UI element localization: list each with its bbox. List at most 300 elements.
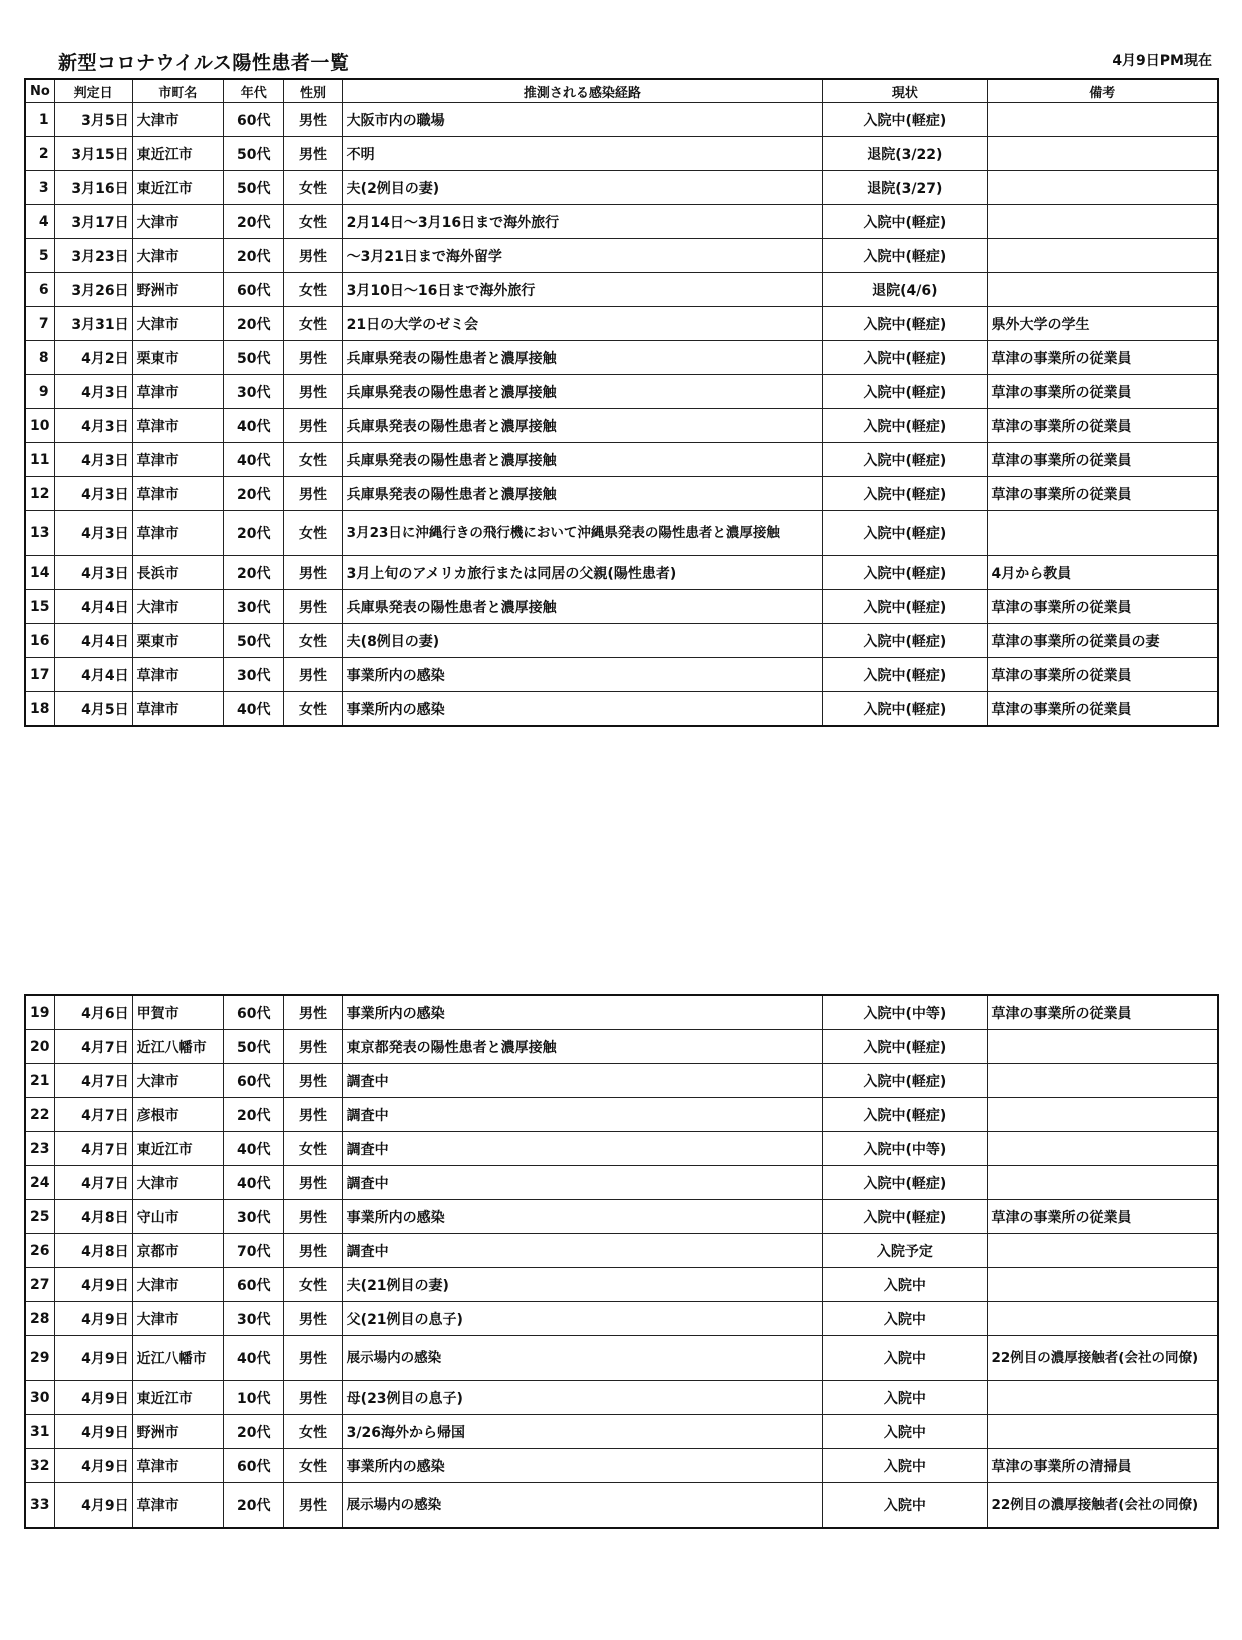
table-row <box>25 995 1218 1030</box>
cell-age: 60代 <box>224 1064 284 1098</box>
cell-status: 入院中(軽症) <box>823 1098 987 1132</box>
cell-date: 4月3日 <box>54 443 132 477</box>
cell-status: 入院中(軽症) <box>823 556 987 590</box>
cell-status: 入院予定 <box>823 1234 987 1268</box>
cell-sex: 男性 <box>284 658 342 692</box>
cell-city: 草津市 <box>132 375 224 409</box>
cell-city: 東近江市 <box>132 137 224 171</box>
cell-no: 1 <box>25 103 54 137</box>
table-row <box>25 205 1218 239</box>
cell-note: 草津の事業所の従業員 <box>987 443 1218 477</box>
cell-no: 8 <box>25 341 54 375</box>
cell-age: 30代 <box>224 1302 284 1336</box>
cell-date: 4月2日 <box>54 341 132 375</box>
cell-status: 入院中(軽症) <box>823 443 987 477</box>
cell-age: 20代 <box>224 239 284 273</box>
cell-status: 入院中(軽症) <box>823 1064 987 1098</box>
cell-city: 東近江市 <box>132 171 224 205</box>
cell-sex: 男性 <box>284 995 342 1030</box>
cell-note <box>987 239 1218 273</box>
cell-date: 4月9日 <box>54 1268 132 1302</box>
patient-table-part2 <box>24 994 1219 1529</box>
cell-city: 野洲市 <box>132 273 224 307</box>
table-row <box>25 1132 1218 1166</box>
cell-sex: 男性 <box>284 1166 342 1200</box>
cell-note: 22例目の濃厚接触者(会社の同僚) <box>987 1336 1218 1381</box>
header-city: 市町名 <box>132 79 224 103</box>
cell-sex: 男性 <box>284 1234 342 1268</box>
cell-note <box>987 1132 1218 1166</box>
cell-date: 4月7日 <box>54 1030 132 1064</box>
cell-no: 25 <box>25 1200 54 1234</box>
cell-route: 兵庫県発表の陽性患者と濃厚接触 <box>342 477 823 511</box>
cell-route: 調査中 <box>342 1098 823 1132</box>
cell-route: 調査中 <box>342 1234 823 1268</box>
cell-sex: 男性 <box>284 1336 342 1381</box>
cell-status: 入院中 <box>823 1268 987 1302</box>
cell-city: 大津市 <box>132 103 224 137</box>
cell-route: 3月23日に沖縄行きの飛行機において沖縄県発表の陽性患者と濃厚接触 <box>342 511 823 556</box>
cell-date: 4月6日 <box>54 995 132 1030</box>
as-of-date: 4月9日PM現在 <box>1112 53 1212 69</box>
cell-status: 入院中(軽症) <box>823 205 987 239</box>
cell-note: 草津の事業所の従業員 <box>987 1200 1218 1234</box>
cell-status: 入院中(軽症) <box>823 307 987 341</box>
cell-no: 7 <box>25 307 54 341</box>
cell-sex: 男性 <box>284 556 342 590</box>
cell-city: 大津市 <box>132 1302 224 1336</box>
header-status: 現状 <box>823 79 987 103</box>
cell-status: 入院中(軽症) <box>823 624 987 658</box>
cell-age: 10代 <box>224 1381 284 1415</box>
cell-sex: 男性 <box>284 341 342 375</box>
header-sex: 性別 <box>284 79 342 103</box>
cell-note: 草津の事業所の従業員 <box>987 477 1218 511</box>
cell-note: 草津の事業所の従業員 <box>987 341 1218 375</box>
table-row <box>25 1064 1218 1098</box>
cell-status: 退院(3/27) <box>823 171 987 205</box>
cell-date: 3月5日 <box>54 103 132 137</box>
cell-date: 4月5日 <box>54 692 132 727</box>
cell-no: 22 <box>25 1098 54 1132</box>
cell-sex: 男性 <box>284 103 342 137</box>
cell-sex: 男性 <box>284 477 342 511</box>
cell-age: 20代 <box>224 307 284 341</box>
cell-date: 4月3日 <box>54 477 132 511</box>
cell-sex: 女性 <box>284 1268 342 1302</box>
cell-note: 4月から教員 <box>987 556 1218 590</box>
table-row <box>25 590 1218 624</box>
cell-sex: 男性 <box>284 1200 342 1234</box>
cell-sex: 女性 <box>284 624 342 658</box>
table-header-row <box>25 79 1218 103</box>
cell-status: 入院中(軽症) <box>823 1030 987 1064</box>
cell-sex: 女性 <box>284 1415 342 1449</box>
cell-age: 40代 <box>224 1336 284 1381</box>
cell-sex: 女性 <box>284 1132 342 1166</box>
cell-city: 草津市 <box>132 511 224 556</box>
cell-sex: 男性 <box>284 1030 342 1064</box>
cell-status: 入院中(軽症) <box>823 658 987 692</box>
cell-age: 60代 <box>224 1449 284 1483</box>
cell-route: 兵庫県発表の陽性患者と濃厚接触 <box>342 443 823 477</box>
patient-table-part1 <box>24 78 1219 727</box>
cell-age: 50代 <box>224 171 284 205</box>
cell-no: 20 <box>25 1030 54 1064</box>
cell-status: 入院中(中等) <box>823 995 987 1030</box>
cell-sex: 男性 <box>284 590 342 624</box>
cell-status: 入院中(軽症) <box>823 1166 987 1200</box>
cell-sex: 男性 <box>284 1302 342 1336</box>
cell-sex: 男性 <box>284 137 342 171</box>
cell-no: 5 <box>25 239 54 273</box>
cell-no: 14 <box>25 556 54 590</box>
cell-city: 近江八幡市 <box>132 1030 224 1064</box>
cell-age: 30代 <box>224 590 284 624</box>
table-row <box>25 375 1218 409</box>
cell-note <box>987 1415 1218 1449</box>
table-row <box>25 1200 1218 1234</box>
cell-city: 大津市 <box>132 1064 224 1098</box>
table-row <box>25 1483 1218 1529</box>
cell-sex: 男性 <box>284 1483 342 1529</box>
cell-date: 4月4日 <box>54 658 132 692</box>
cell-date: 4月7日 <box>54 1064 132 1098</box>
cell-status: 入院中 <box>823 1415 987 1449</box>
table-row <box>25 1030 1218 1064</box>
table-row <box>25 1166 1218 1200</box>
cell-city: 草津市 <box>132 692 224 727</box>
cell-status: 入院中(中等) <box>823 1132 987 1166</box>
cell-city: 栗東市 <box>132 341 224 375</box>
cell-city: 東近江市 <box>132 1132 224 1166</box>
table-row <box>25 103 1218 137</box>
cell-date: 3月16日 <box>54 171 132 205</box>
table-row <box>25 273 1218 307</box>
cell-route: 夫(8例目の妻) <box>342 624 823 658</box>
cell-route: 3月10日～16日まで海外旅行 <box>342 273 823 307</box>
cell-age: 70代 <box>224 1234 284 1268</box>
cell-note <box>987 273 1218 307</box>
cell-city: 草津市 <box>132 1483 224 1529</box>
cell-note <box>987 1234 1218 1268</box>
cell-sex: 男性 <box>284 375 342 409</box>
cell-route: 事業所内の感染 <box>342 1449 823 1483</box>
cell-no: 33 <box>25 1483 54 1529</box>
cell-city: 大津市 <box>132 205 224 239</box>
cell-status: 入院中 <box>823 1483 987 1529</box>
table-row <box>25 443 1218 477</box>
table-row <box>25 171 1218 205</box>
table-row <box>25 239 1218 273</box>
cell-no: 11 <box>25 443 54 477</box>
table-row <box>25 409 1218 443</box>
cell-date: 4月9日 <box>54 1483 132 1529</box>
cell-sex: 女性 <box>284 1449 342 1483</box>
cell-date: 4月3日 <box>54 511 132 556</box>
cell-no: 3 <box>25 171 54 205</box>
table-row <box>25 511 1218 556</box>
cell-date: 3月15日 <box>54 137 132 171</box>
cell-city: 草津市 <box>132 443 224 477</box>
cell-age: 20代 <box>224 511 284 556</box>
table-row <box>25 137 1218 171</box>
cell-route: ～3月21日まで海外留学 <box>342 239 823 273</box>
cell-age: 20代 <box>224 1098 284 1132</box>
cell-date: 4月7日 <box>54 1166 132 1200</box>
cell-no: 19 <box>25 995 54 1030</box>
cell-note: 草津の事業所の清掃員 <box>987 1449 1218 1483</box>
cell-status: 入院中 <box>823 1381 987 1415</box>
cell-sex: 女性 <box>284 511 342 556</box>
cell-age: 40代 <box>224 443 284 477</box>
cell-status: 退院(4/6) <box>823 273 987 307</box>
cell-status: 入院中(軽症) <box>823 477 987 511</box>
cell-no: 30 <box>25 1381 54 1415</box>
cell-age: 20代 <box>224 556 284 590</box>
cell-sex: 女性 <box>284 692 342 727</box>
cell-date: 3月17日 <box>54 205 132 239</box>
cell-no: 18 <box>25 692 54 727</box>
cell-age: 50代 <box>224 137 284 171</box>
cell-note <box>987 1302 1218 1336</box>
cell-status: 入院中(軽症) <box>823 409 987 443</box>
cell-sex: 男性 <box>284 1098 342 1132</box>
cell-age: 60代 <box>224 273 284 307</box>
table-row <box>25 1381 1218 1415</box>
cell-age: 30代 <box>224 375 284 409</box>
cell-age: 30代 <box>224 658 284 692</box>
cell-route: 調査中 <box>342 1166 823 1200</box>
cell-note <box>987 1098 1218 1132</box>
cell-date: 4月3日 <box>54 409 132 443</box>
cell-status: 入院中(軽症) <box>823 590 987 624</box>
cell-city: 守山市 <box>132 1200 224 1234</box>
cell-date: 4月9日 <box>54 1302 132 1336</box>
table-row <box>25 1268 1218 1302</box>
cell-note <box>987 1064 1218 1098</box>
cell-city: 近江八幡市 <box>132 1336 224 1381</box>
cell-no: 16 <box>25 624 54 658</box>
cell-age: 50代 <box>224 341 284 375</box>
cell-no: 31 <box>25 1415 54 1449</box>
cell-age: 60代 <box>224 1268 284 1302</box>
cell-note: 草津の事業所の従業員 <box>987 995 1218 1030</box>
cell-age: 20代 <box>224 477 284 511</box>
table-row <box>25 1415 1218 1449</box>
cell-sex: 女性 <box>284 443 342 477</box>
cell-city: 彦根市 <box>132 1098 224 1132</box>
cell-age: 60代 <box>224 103 284 137</box>
cell-note: 草津の事業所の従業員 <box>987 692 1218 727</box>
cell-status: 入院中(軽症) <box>823 341 987 375</box>
cell-date: 4月9日 <box>54 1336 132 1381</box>
cell-city: 草津市 <box>132 1449 224 1483</box>
cell-note <box>987 171 1218 205</box>
cell-no: 27 <box>25 1268 54 1302</box>
cell-date: 4月7日 <box>54 1132 132 1166</box>
cell-age: 20代 <box>224 205 284 239</box>
table-row <box>25 624 1218 658</box>
cell-route: 展示場内の感染 <box>342 1336 823 1381</box>
cell-city: 大津市 <box>132 307 224 341</box>
cell-age: 60代 <box>224 995 284 1030</box>
cell-note <box>987 205 1218 239</box>
cell-status: 入院中(軽症) <box>823 239 987 273</box>
cell-note: 草津の事業所の従業員 <box>987 409 1218 443</box>
header-date: 判定日 <box>54 79 132 103</box>
cell-age: 40代 <box>224 409 284 443</box>
cell-sex: 女性 <box>284 171 342 205</box>
cell-route: 兵庫県発表の陽性患者と濃厚接触 <box>342 590 823 624</box>
cell-route: 事業所内の感染 <box>342 658 823 692</box>
header-route: 推測される感染経路 <box>342 79 823 103</box>
cell-sex: 男性 <box>284 1064 342 1098</box>
cell-no: 32 <box>25 1449 54 1483</box>
cell-city: 野洲市 <box>132 1415 224 1449</box>
cell-date: 4月7日 <box>54 1098 132 1132</box>
cell-note: 草津の事業所の従業員 <box>987 658 1218 692</box>
page-title: 新型コロナウイルス陽性患者一覧 <box>58 52 350 74</box>
cell-date: 4月4日 <box>54 590 132 624</box>
cell-note: 県外大学の学生 <box>987 307 1218 341</box>
cell-age: 30代 <box>224 1200 284 1234</box>
cell-no: 12 <box>25 477 54 511</box>
cell-city: 栗東市 <box>132 624 224 658</box>
cell-note <box>987 1030 1218 1064</box>
cell-sex: 男性 <box>284 409 342 443</box>
header-note: 備考 <box>987 79 1218 103</box>
table-row <box>25 307 1218 341</box>
table-row <box>25 692 1218 727</box>
cell-route: 兵庫県発表の陽性患者と濃厚接触 <box>342 409 823 443</box>
table-row <box>25 658 1218 692</box>
cell-age: 20代 <box>224 1483 284 1529</box>
cell-route: 展示場内の感染 <box>342 1483 823 1529</box>
cell-route: 調査中 <box>342 1064 823 1098</box>
cell-no: 2 <box>25 137 54 171</box>
cell-sex: 男性 <box>284 239 342 273</box>
cell-route: 兵庫県発表の陽性患者と濃厚接触 <box>342 341 823 375</box>
cell-date: 4月8日 <box>54 1200 132 1234</box>
cell-note <box>987 137 1218 171</box>
cell-city: 長浜市 <box>132 556 224 590</box>
cell-status: 入院中(軽症) <box>823 1200 987 1234</box>
header-no: No <box>25 79 54 103</box>
cell-no: 21 <box>25 1064 54 1098</box>
table-row <box>25 1336 1218 1381</box>
cell-no: 17 <box>25 658 54 692</box>
cell-no: 15 <box>25 590 54 624</box>
cell-sex: 女性 <box>284 273 342 307</box>
cell-route: 不明 <box>342 137 823 171</box>
cell-route: 2月14日～3月16日まで海外旅行 <box>342 205 823 239</box>
cell-no: 4 <box>25 205 54 239</box>
cell-status: 入院中 <box>823 1336 987 1381</box>
cell-no: 23 <box>25 1132 54 1166</box>
cell-route: 調査中 <box>342 1132 823 1166</box>
cell-no: 29 <box>25 1336 54 1381</box>
cell-route: 21日の大学のゼミ会 <box>342 307 823 341</box>
cell-route: 事業所内の感染 <box>342 995 823 1030</box>
cell-note <box>987 103 1218 137</box>
cell-city: 大津市 <box>132 1268 224 1302</box>
cell-route: 兵庫県発表の陽性患者と濃厚接触 <box>342 375 823 409</box>
table-row <box>25 556 1218 590</box>
cell-route: 事業所内の感染 <box>342 1200 823 1234</box>
cell-route: 夫(21例目の妻) <box>342 1268 823 1302</box>
cell-no: 28 <box>25 1302 54 1336</box>
cell-route: 東京都発表の陽性患者と濃厚接触 <box>342 1030 823 1064</box>
cell-status: 入院中(軽症) <box>823 692 987 727</box>
cell-age: 40代 <box>224 1166 284 1200</box>
cell-status: 入院中(軽症) <box>823 375 987 409</box>
cell-no: 10 <box>25 409 54 443</box>
cell-date: 3月23日 <box>54 239 132 273</box>
cell-age: 40代 <box>224 1132 284 1166</box>
table-row <box>25 1234 1218 1268</box>
cell-city: 草津市 <box>132 477 224 511</box>
cell-sex: 男性 <box>284 1381 342 1415</box>
cell-city: 京都市 <box>132 1234 224 1268</box>
cell-city: 大津市 <box>132 590 224 624</box>
cell-no: 13 <box>25 511 54 556</box>
cell-date: 4月8日 <box>54 1234 132 1268</box>
table-row <box>25 477 1218 511</box>
cell-route: 3/26海外から帰国 <box>342 1415 823 1449</box>
cell-city: 甲賀市 <box>132 995 224 1030</box>
cell-note <box>987 511 1218 556</box>
cell-date: 3月31日 <box>54 307 132 341</box>
cell-note: 草津の事業所の従業員 <box>987 590 1218 624</box>
cell-no: 26 <box>25 1234 54 1268</box>
header-age: 年代 <box>224 79 284 103</box>
cell-route: 母(23例目の息子) <box>342 1381 823 1415</box>
cell-note: 22例目の濃厚接触者(会社の同僚) <box>987 1483 1218 1529</box>
cell-age: 50代 <box>224 624 284 658</box>
cell-date: 4月3日 <box>54 556 132 590</box>
cell-date: 4月9日 <box>54 1449 132 1483</box>
cell-city: 草津市 <box>132 409 224 443</box>
table-row <box>25 341 1218 375</box>
cell-age: 50代 <box>224 1030 284 1064</box>
cell-note: 草津の事業所の従業員 <box>987 375 1218 409</box>
cell-route: 父(21例目の息子) <box>342 1302 823 1336</box>
cell-route: 事業所内の感染 <box>342 692 823 727</box>
cell-route: 大阪市内の職場 <box>342 103 823 137</box>
cell-note: 草津の事業所の従業員の妻 <box>987 624 1218 658</box>
cell-note <box>987 1166 1218 1200</box>
cell-status: 入院中(軽症) <box>823 103 987 137</box>
cell-no: 24 <box>25 1166 54 1200</box>
cell-note <box>987 1268 1218 1302</box>
cell-age: 40代 <box>224 692 284 727</box>
table-row <box>25 1449 1218 1483</box>
cell-city: 東近江市 <box>132 1381 224 1415</box>
cell-route: 3月上旬のアメリカ旅行または同居の父親(陽性患者) <box>342 556 823 590</box>
cell-city: 大津市 <box>132 1166 224 1200</box>
cell-sex: 女性 <box>284 307 342 341</box>
cell-no: 9 <box>25 375 54 409</box>
cell-status: 退院(3/22) <box>823 137 987 171</box>
cell-route: 夫(2例目の妻) <box>342 171 823 205</box>
cell-note <box>987 1381 1218 1415</box>
table-row <box>25 1098 1218 1132</box>
table-row <box>25 1302 1218 1336</box>
cell-date: 4月3日 <box>54 375 132 409</box>
cell-date: 4月9日 <box>54 1415 132 1449</box>
cell-city: 大津市 <box>132 239 224 273</box>
